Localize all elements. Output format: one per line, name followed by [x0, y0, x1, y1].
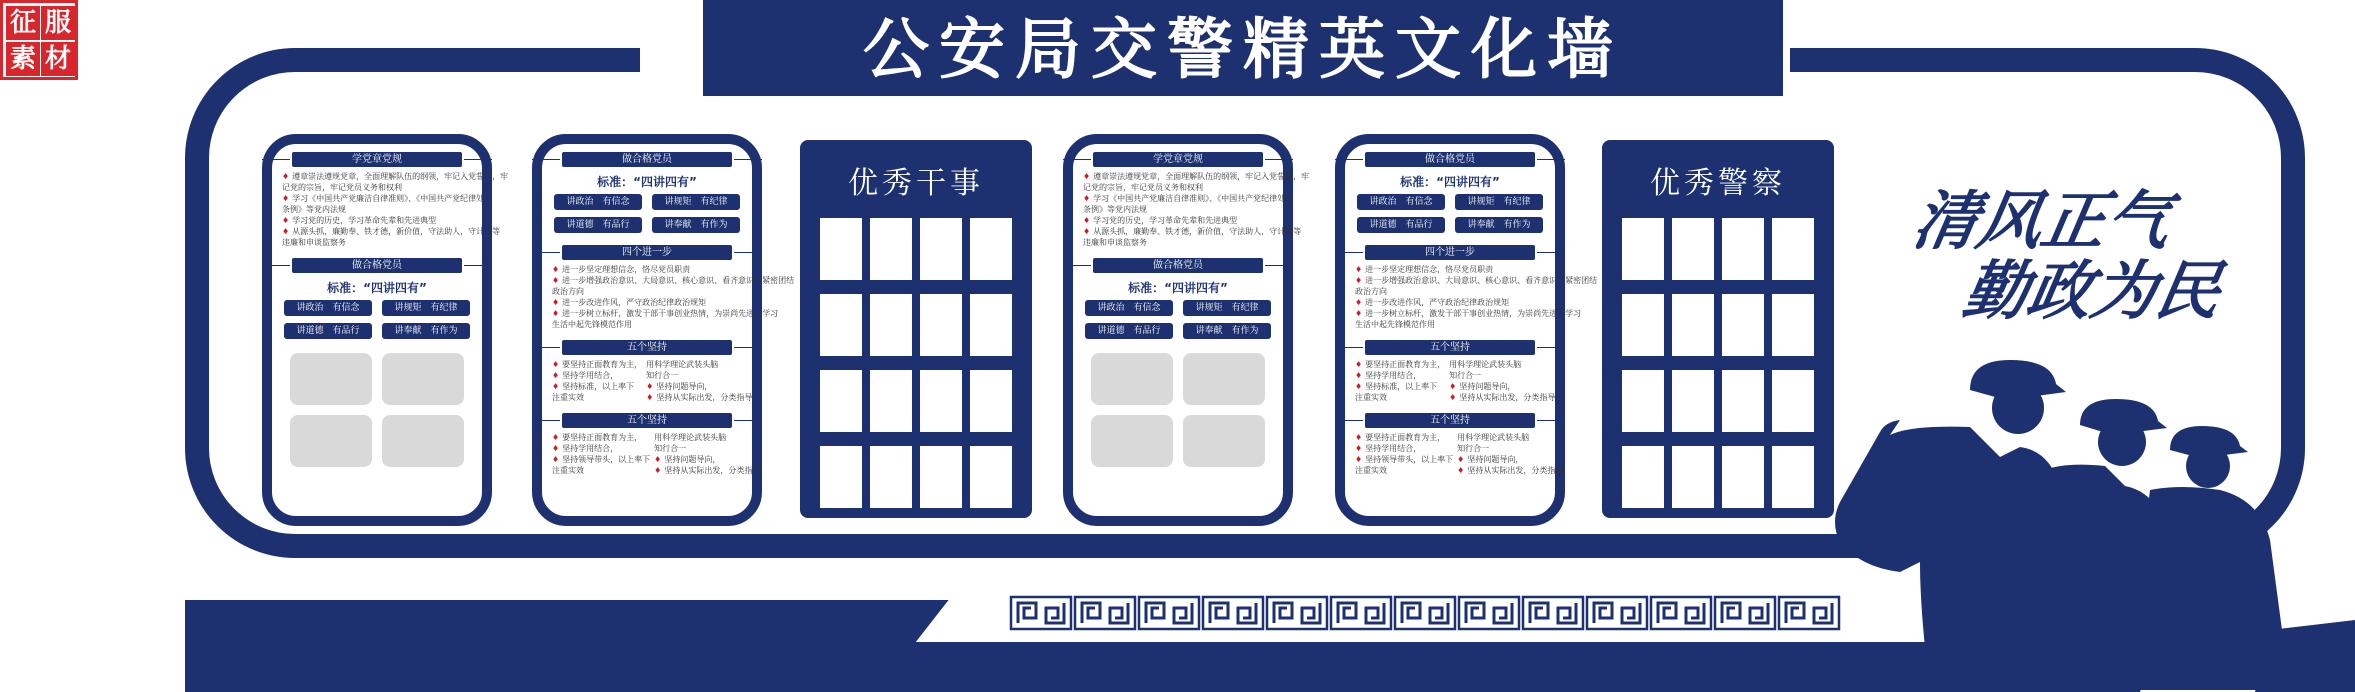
panel-heading: 五个坚持 — [562, 413, 732, 428]
tag: 讲政治 有信念 — [1085, 300, 1173, 316]
greek-key-tile — [1650, 596, 1712, 630]
panel-text — [542, 428, 761, 476]
greek-key-tile — [1266, 596, 1328, 630]
text-line: ♦ 进一步增强政治意识、大局意识、核心意识、看齐意识，紧密团结 — [1355, 276, 1598, 285]
text-line: ♦ 坚持问题导向， — [1449, 382, 1516, 391]
text-line: ♦ 进一步树立标杆，激发干部干事创业热情，为崇尚先进、学习 — [552, 309, 779, 318]
text-line: 用科学理论武装头脑 — [1457, 433, 1530, 442]
text-line: ♦ 要坚持正面教育为主， — [1355, 360, 1446, 369]
text-line: ♦ 坚持问题导向， — [646, 382, 713, 391]
photo-slot — [1091, 353, 1173, 405]
photo-frame — [920, 218, 962, 280]
text-line: ♦ 坚持从实际出发，分类指导 — [1457, 466, 1564, 475]
photo-frame — [970, 446, 1012, 508]
photo-slots — [272, 339, 482, 467]
photo-frame — [1672, 294, 1714, 356]
photo-frame — [970, 294, 1012, 356]
panel-heading: 做合格党员 — [292, 258, 462, 273]
tag: 讲奉献 有作为 — [1183, 323, 1271, 339]
party-study-panel — [262, 134, 509, 526]
text-line: ♦ 坚持学用结合， — [1355, 444, 1422, 453]
photo-frame — [870, 294, 912, 356]
text-line: 注重实效 — [1355, 466, 1387, 475]
slogan-line-2: 勤政为民 — [1957, 254, 2227, 329]
text-line: 违廉和申谈监察务 — [282, 238, 346, 247]
tag: 讲政治 有信念 — [554, 194, 642, 210]
text-line: ♦ 学习《中国共产党廉洁自律准则》、《中国共产党纪律处分 — [1083, 194, 1294, 203]
tag-grid — [1345, 194, 1555, 233]
tag: 讲奉献 有作为 — [382, 323, 470, 339]
photo-frame — [1622, 218, 1664, 280]
text-line: ♦ 从源头抓，廉勤奉、铁才德，新价值，守法助人，守计划等 — [282, 227, 501, 236]
tag-grid — [542, 194, 752, 233]
standard-label: 标准：“四讲四有” — [597, 175, 697, 189]
tag: 讲规矩 有纪律 — [1183, 300, 1271, 316]
text-line: 政治方向 — [552, 287, 584, 296]
greek-key-tile — [1394, 596, 1456, 630]
watermark-char: 素 — [6, 42, 40, 76]
text-line: ♦ 进一步坚定理想信念，恪尽党员职责 — [552, 265, 691, 274]
greek-key-tile — [1138, 596, 1200, 630]
tag: 讲规矩 有纪律 — [652, 194, 740, 210]
photo-grid — [1602, 218, 1834, 508]
text-line: ♦ 进一步树立标杆，激发干部干事创业热情，为崇尚先进、学习 — [1355, 309, 1582, 318]
panel-heading: 五个坚持 — [1365, 340, 1535, 355]
photo-slots — [1073, 339, 1283, 467]
text-line: ♦ 进一步改进作风，严守政治纪律政治规矩 — [1355, 298, 1510, 307]
photo-frame — [1722, 294, 1764, 356]
photo-frame — [970, 218, 1012, 280]
grid-holder — [1602, 218, 1834, 508]
greek-key-tile — [1458, 596, 1520, 630]
panel-heading: 做合格党员 — [562, 152, 732, 167]
panel-heading: 做合格党员 — [1365, 152, 1535, 167]
text-line: 生活中起先锋模范作用 — [1355, 320, 1435, 329]
photo-slot — [290, 353, 372, 405]
tag: 讲奉献 有作为 — [652, 217, 740, 233]
text-line: 知行合一 — [654, 444, 687, 453]
text-line: ♦ 要坚持正面教育为主， — [1355, 433, 1446, 442]
panel-text — [542, 355, 752, 403]
qualified-member-panel — [1335, 134, 1598, 526]
panel-text — [542, 260, 795, 330]
photo-grid — [800, 218, 1032, 508]
panel-heading: 五个坚持 — [562, 340, 732, 355]
text-line: 注重实效 — [552, 466, 584, 475]
text-line: ♦ 进一步改进作风，严守政治纪律政治规矩 — [552, 298, 707, 307]
watermark-char: 材 — [41, 42, 75, 76]
tag: 讲道德 有品行 — [284, 323, 372, 339]
grid-holder — [800, 218, 1032, 508]
tag: 讲道德 有品行 — [1357, 217, 1445, 233]
photo-frame — [970, 370, 1012, 432]
text-line: 用科学理论武装头脑 — [1449, 360, 1522, 369]
panel-text — [1073, 167, 1310, 248]
panel-heading: 四个进一步 — [562, 245, 732, 260]
panel-heading: 四个进一步 — [1365, 245, 1535, 260]
text-line: ♦ 要坚持正面教育为主， — [552, 360, 643, 369]
text-line: ♦ 学习《中国共产党廉洁自律准则》、《中国共产党纪律处分 — [282, 194, 493, 203]
text-line: ♦ 从源头抓，廉勤奉、铁才德，新价值，守法助人，守计划等 — [1083, 227, 1302, 236]
text-line: ♦ 进一步坚定理想信念，恪尽党员职责 — [1355, 265, 1494, 274]
text-line: ♦ 进一步增强政治意识、大局意识、核心意识、看齐意识，紧密团结 — [552, 276, 795, 285]
photo-frame — [920, 370, 962, 432]
text-line: 知行合一 — [646, 371, 679, 380]
text-line: ♦ 坚持学用结合， — [1355, 371, 1422, 380]
text-line: 知行合一 — [1457, 444, 1490, 453]
photo-slot — [382, 415, 464, 467]
standard-label: 标准：“四讲四有” — [1128, 281, 1228, 295]
text-line: ♦ 要坚持正面教育为主， — [552, 433, 643, 442]
greek-key-tile — [1330, 596, 1392, 630]
saluting-officers-silhouette — [1830, 330, 2355, 692]
panel-text — [272, 167, 509, 248]
qualified-member-panel — [532, 134, 795, 526]
photo-frame — [870, 446, 912, 508]
photo-frame — [920, 446, 962, 508]
panel-text — [1345, 355, 1555, 403]
photo-frame — [870, 218, 912, 280]
tag: 讲规矩 有纪律 — [1455, 194, 1543, 210]
text-line: 用科学理论武装头脑 — [654, 433, 727, 442]
greek-key-tile — [1586, 596, 1648, 630]
greek-key-tile — [1202, 596, 1264, 630]
tag: 讲政治 有信念 — [284, 300, 372, 316]
watermark-char: 服 — [41, 6, 75, 40]
tag: 讲奉献 有作为 — [1455, 217, 1543, 233]
text-line: 记党的宗旨，牢记党员义务和权利 — [282, 183, 402, 192]
greek-key-tile — [1074, 596, 1136, 630]
photo-frame — [820, 218, 862, 280]
panel-text — [1345, 428, 1564, 476]
slogan-line-1: 清风正气 — [1907, 184, 2177, 259]
photo-slot — [1183, 353, 1265, 405]
text-line: ♦ 坚持标准，以上率下 — [1355, 382, 1438, 391]
watermark-char: 征 — [6, 6, 40, 40]
text-line: ♦ 坚持从实际出发，分类指导 — [1449, 393, 1556, 402]
panel-text — [1345, 260, 1598, 330]
tag: 讲规矩 有纪律 — [382, 300, 470, 316]
text-line: 用科学理论武装头脑 — [646, 360, 719, 369]
photo-frame — [920, 294, 962, 356]
photo-frame — [1772, 370, 1814, 432]
board-title: 优秀警察 — [1650, 166, 1786, 201]
text-line: ♦ 坚持从实际出发，分类指导 — [654, 466, 761, 475]
text-line: 政治方向 — [1355, 287, 1387, 296]
party-study-panel — [1063, 134, 1310, 526]
text-line: 注重实效 — [552, 393, 584, 402]
greek-key-tile — [1010, 596, 1072, 630]
photo-frame — [1722, 218, 1764, 280]
photo-slot — [1091, 415, 1173, 467]
photo-slot — [382, 353, 464, 405]
photo-frame — [1672, 218, 1714, 280]
text-line: 生活中起先锋模范作用 — [552, 320, 632, 329]
text-line: 条例》等党内法规 — [282, 205, 346, 214]
text-line: 知行合一 — [1449, 371, 1482, 380]
excellent-staff-board — [800, 140, 1032, 518]
photo-slot — [1183, 415, 1265, 467]
photo-frame — [1672, 370, 1714, 432]
text-line: ♦ 遵章崇法遵规党章，全面理解队伍的纲领，牢记入党誓词，牢 — [1083, 172, 1310, 181]
text-line: ♦ 坚持领导带头，以上率下 — [552, 455, 651, 464]
photo-frame — [1672, 446, 1714, 508]
text-line: ♦ 遵章崇法遵规党章，全面理解队伍的纲领，牢记入党誓词，牢 — [282, 172, 509, 181]
text-line: ♦ 坚持领导带头，以上率下 — [1355, 455, 1454, 464]
tag-grid — [1073, 300, 1283, 339]
standard-label: 标准：“四讲四有” — [1400, 175, 1500, 189]
photo-slot — [290, 415, 372, 467]
text-line: 违廉和申谈监察务 — [1083, 238, 1147, 247]
board-title: 优秀干事 — [848, 166, 984, 201]
excellent-police-board — [1602, 140, 1834, 518]
text-line: ♦ 学习党的历史，学习革命先辈和先进典型 — [1083, 216, 1238, 225]
photo-frame — [1772, 294, 1814, 356]
tag: 讲道德 有品行 — [554, 217, 642, 233]
greek-key-tile — [1714, 596, 1776, 630]
photo-frame — [1622, 370, 1664, 432]
panel-heading: 学党章党规 — [292, 152, 462, 167]
text-line: ♦ 坚持学用结合， — [552, 444, 619, 453]
text-line: ♦ 坚持问题导向， — [654, 455, 721, 464]
photo-frame — [1722, 446, 1764, 508]
photo-frame — [1772, 218, 1814, 280]
tag: 讲政治 有信念 — [1357, 194, 1445, 210]
text-line: ♦ 坚持从实际出发，分类指导 — [646, 393, 753, 402]
page-title: 公安局交警精英文化墙 — [863, 11, 1623, 88]
text-line: 记党的宗旨，牢记党员义务和权利 — [1083, 183, 1203, 192]
photo-frame — [870, 370, 912, 432]
tag: 讲道德 有品行 — [1085, 323, 1173, 339]
greek-key-tile — [1522, 596, 1584, 630]
photo-frame — [820, 370, 862, 432]
photo-frame — [1622, 446, 1664, 508]
photo-frame — [1722, 370, 1764, 432]
watermark-logo — [0, 0, 78, 80]
photo-frame — [820, 294, 862, 356]
text-line: ♦ 坚持问题导向， — [1457, 455, 1524, 464]
photo-frame — [1622, 294, 1664, 356]
tag-grid — [272, 300, 482, 339]
text-line: ♦ 学习党的历史，学习革命先辈和先进典型 — [282, 216, 437, 225]
text-line: 条例》等党内法规 — [1083, 205, 1147, 214]
photo-frame — [820, 446, 862, 508]
photo-frame — [1772, 446, 1814, 508]
panel-heading: 做合格党员 — [1093, 258, 1263, 273]
panel-heading: 学党章党规 — [1093, 152, 1263, 167]
greek-key-border — [1010, 596, 1840, 630]
text-line: ♦ 坚持标准，以上率下 — [552, 382, 635, 391]
text-line: 注重实效 — [1355, 393, 1387, 402]
standard-label: 标准：“四讲四有” — [327, 281, 427, 295]
text-line: ♦ 坚持学用结合， — [552, 371, 619, 380]
panel-heading: 五个坚持 — [1365, 413, 1535, 428]
